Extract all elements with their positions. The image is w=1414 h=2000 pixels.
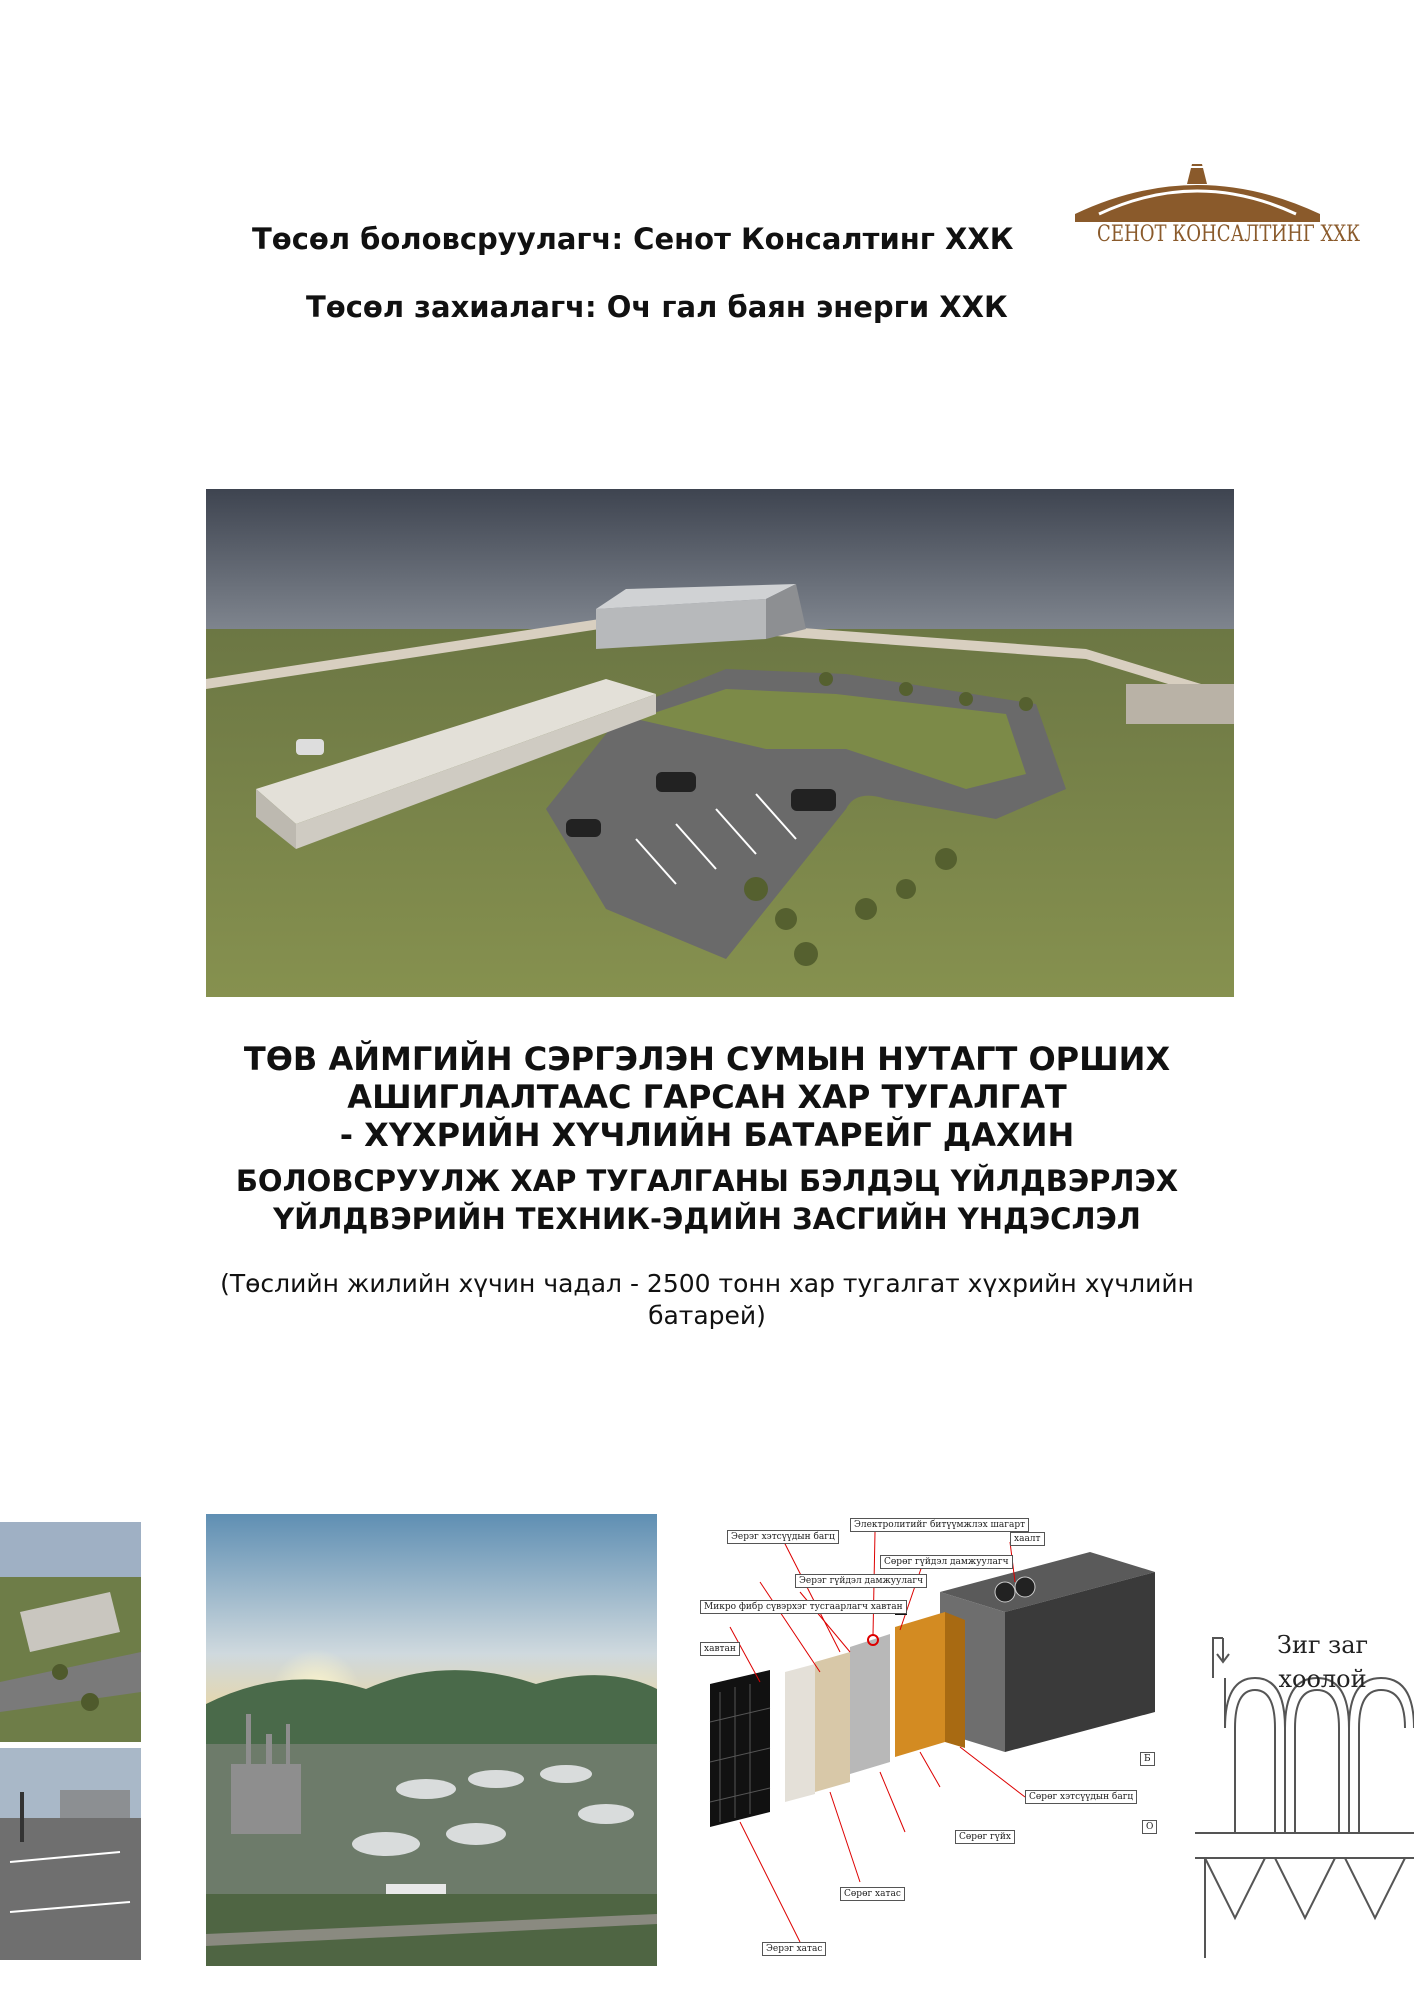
zigzag-label bbox=[1277, 1628, 1368, 1696]
label-negative-lead: Сөрөг хатас bbox=[840, 1887, 905, 1901]
project-developer: Төсөл боловсруулагч: Сенот Консалтинг ХХК bbox=[252, 222, 1014, 256]
label-plate: хавтан bbox=[700, 1642, 740, 1656]
title-line-4: БОЛОВСРУУЛЖ ХАР ТУГАЛГАНЫ БЭЛДЭЦ ҮЙЛДВЭРЛЭХ bbox=[235, 1164, 1179, 1198]
refinery-photo bbox=[206, 1514, 657, 1966]
title-line-2: АШИГЛАЛТААС ГАРСАН ХАР ТУГАЛГАТ bbox=[347, 1078, 1067, 1116]
logo-dome-icon bbox=[1075, 162, 1320, 222]
label-positive-lead: Эерэг хатас bbox=[762, 1942, 826, 1956]
project-client: Төсөл захиалагч: Оч гал баян энерги ХХК bbox=[306, 290, 1008, 324]
label-cover: хаалт bbox=[1010, 1532, 1045, 1546]
label-o: О bbox=[1142, 1820, 1157, 1834]
title-line-3: - ХҮХРИЙН ХҮЧЛИЙН БАТАРЕЙГ ДАХИН bbox=[339, 1116, 1075, 1154]
label-b: Б bbox=[1140, 1752, 1155, 1766]
label-negative-terminal: Сөрөг гүйдэл дамжуулагч bbox=[880, 1555, 1013, 1569]
label-negative-grid: Сөрөг гүйх bbox=[955, 1830, 1015, 1844]
label-positive-terminal: Эерэг гүйдэл дамжуулагч bbox=[795, 1574, 927, 1588]
label-micro-fiber-separator: Микро фибр сүвэрхэг тусгаарлагч хавтан bbox=[700, 1600, 907, 1614]
company-logo bbox=[1075, 162, 1361, 262]
capacity-line-2: батарей) bbox=[648, 1301, 766, 1330]
zigzag-label-line-1: Зиг заг bbox=[1277, 1631, 1369, 1659]
factory-rendering-image bbox=[206, 489, 1234, 997]
title-line-5: ҮЙЛДВЭРИЙН ТЕХНИК-ЭДИЙН ЗАСГИЙН ҮНДЭСЛЭЛ bbox=[273, 1202, 1141, 1236]
site-render-thumbnails bbox=[0, 1522, 141, 1960]
zigzag-pipe-diagram bbox=[1195, 1618, 1414, 1963]
capacity-line-1: (Төслийн жилийн хүчин чадал - 2500 тонн хар тугалгат хүхрийн хүчлийн bbox=[220, 1269, 1194, 1298]
capacity-note bbox=[160, 1268, 1254, 1332]
document-title-secondary bbox=[150, 1162, 1264, 1238]
logo-text: СЕНОТ КОНСАЛТИНГ ХХК bbox=[1097, 222, 1361, 247]
label-electrolyte-seal: Электролитийг битүүмжлэх шагарт bbox=[850, 1518, 1029, 1532]
document-title-primary bbox=[150, 1040, 1264, 1154]
battery-exploded-diagram bbox=[700, 1512, 1160, 1972]
title-line-1: ТӨВ АЙМГИЙН СЭРГЭЛЭН СУМЫН НУТАГТ ОРШИХ bbox=[243, 1040, 1171, 1078]
label-positive-plates: Эерэг хэтсүүдын багц bbox=[727, 1530, 839, 1544]
label-negative-plates: Сөрөг хэтсүүдын багц bbox=[1025, 1790, 1137, 1804]
zigzag-label-line-2: хоолой bbox=[1278, 1665, 1367, 1693]
